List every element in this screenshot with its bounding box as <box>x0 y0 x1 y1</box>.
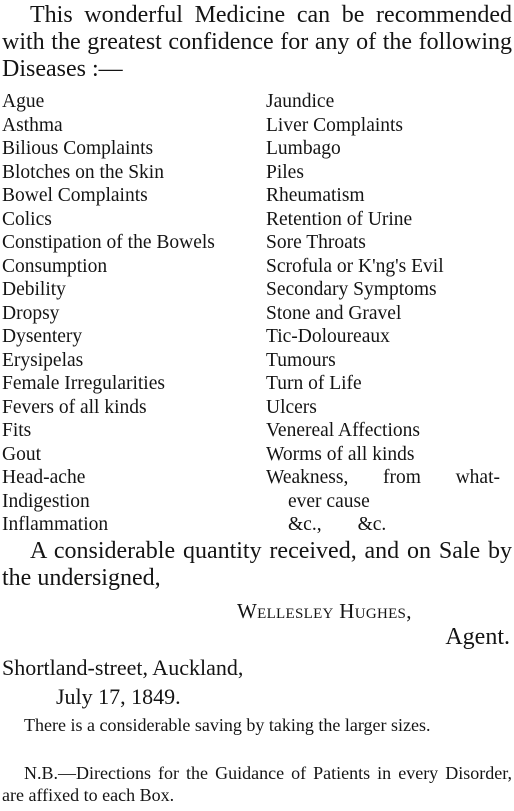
list-item: Indigestion <box>2 490 90 512</box>
list-item: Tumours <box>266 349 336 371</box>
list-item: Tic-Doloureaux <box>266 326 390 347</box>
list-item: Venereal Affections <box>266 420 420 441</box>
disease-list-left <box>2 90 257 537</box>
signer-last-name: Hughes <box>339 599 407 623</box>
list-item: Scrofula or K'ng's Evil <box>266 255 444 277</box>
list-item: Stone and Gravel <box>266 302 402 324</box>
weakness-word: Weakness, <box>266 467 349 488</box>
list-item: Dysentery <box>2 326 83 347</box>
etcetera: &c. <box>357 514 387 535</box>
received-paragraph: A considerable quantity received, and on Sale by the undersigned, <box>2 538 512 591</box>
signer-punctuation: , <box>406 599 412 623</box>
list-item: Fevers of all kinds <box>2 396 147 418</box>
list-item: Jaundice <box>266 91 335 112</box>
weakness-item <box>266 466 500 490</box>
list-item: Erysipelas <box>2 349 84 371</box>
list-item: Fits <box>2 420 32 441</box>
list-item: Consumption <box>2 255 108 277</box>
agent-title: Agent. <box>445 624 510 650</box>
weakness-continuation: ever cause <box>288 490 370 512</box>
etcetera-line <box>266 513 512 537</box>
list-item: Piles <box>266 161 304 183</box>
list-item: Debility <box>2 279 66 300</box>
list-item: Bilious Complaints <box>2 138 154 159</box>
list-item: Ague <box>2 91 45 112</box>
list-item: Dropsy <box>2 302 60 324</box>
etcetera: &c., <box>288 514 322 535</box>
list-item: Asthma <box>2 114 63 136</box>
list-item: Ulcers <box>266 396 317 418</box>
list-item: Sore Throats <box>266 232 366 253</box>
list-item: Secondary Symptoms <box>266 279 437 300</box>
list-item: Inflammation <box>2 514 109 535</box>
list-item: Lumbago <box>266 138 341 159</box>
nb-note: N.B.—Directions for the Guidance of Patients in every Disorder, are affixed to each Box. <box>2 763 512 805</box>
list-item: Constipation of the Bowels <box>2 232 215 253</box>
list-item: Blotches on the Skin <box>2 161 164 183</box>
place-line: Shortland-street, Auckland, <box>2 655 244 680</box>
list-item: Bowel Complaints <box>2 185 148 206</box>
weakness-word: from <box>383 467 421 488</box>
list-item: Liver Complaints <box>266 114 404 136</box>
list-item: Gout <box>2 443 41 465</box>
intro-paragraph: This wonderful Medicine can be recommended with the greatest confidence for any of the following Diseases :— <box>2 2 512 82</box>
list-item: Colics <box>2 208 52 230</box>
disease-list-right <box>266 90 512 537</box>
list-item: Head-ache <box>2 467 86 488</box>
list-item: Rheumatism <box>266 185 365 206</box>
list-item: Retention of Urine <box>266 208 413 230</box>
date-line: July 17, 1849. <box>56 684 181 709</box>
signer-name <box>237 598 412 624</box>
list-item: Worms of all kinds <box>266 443 415 465</box>
signer-first-name: Wellesley <box>237 599 334 623</box>
list-item: Turn of Life <box>266 373 362 394</box>
weakness-word: what- <box>455 467 500 488</box>
saving-note: There is a considerable saving by taking the larger sizes. <box>24 715 431 735</box>
list-item: Female Irregularities <box>2 373 165 394</box>
